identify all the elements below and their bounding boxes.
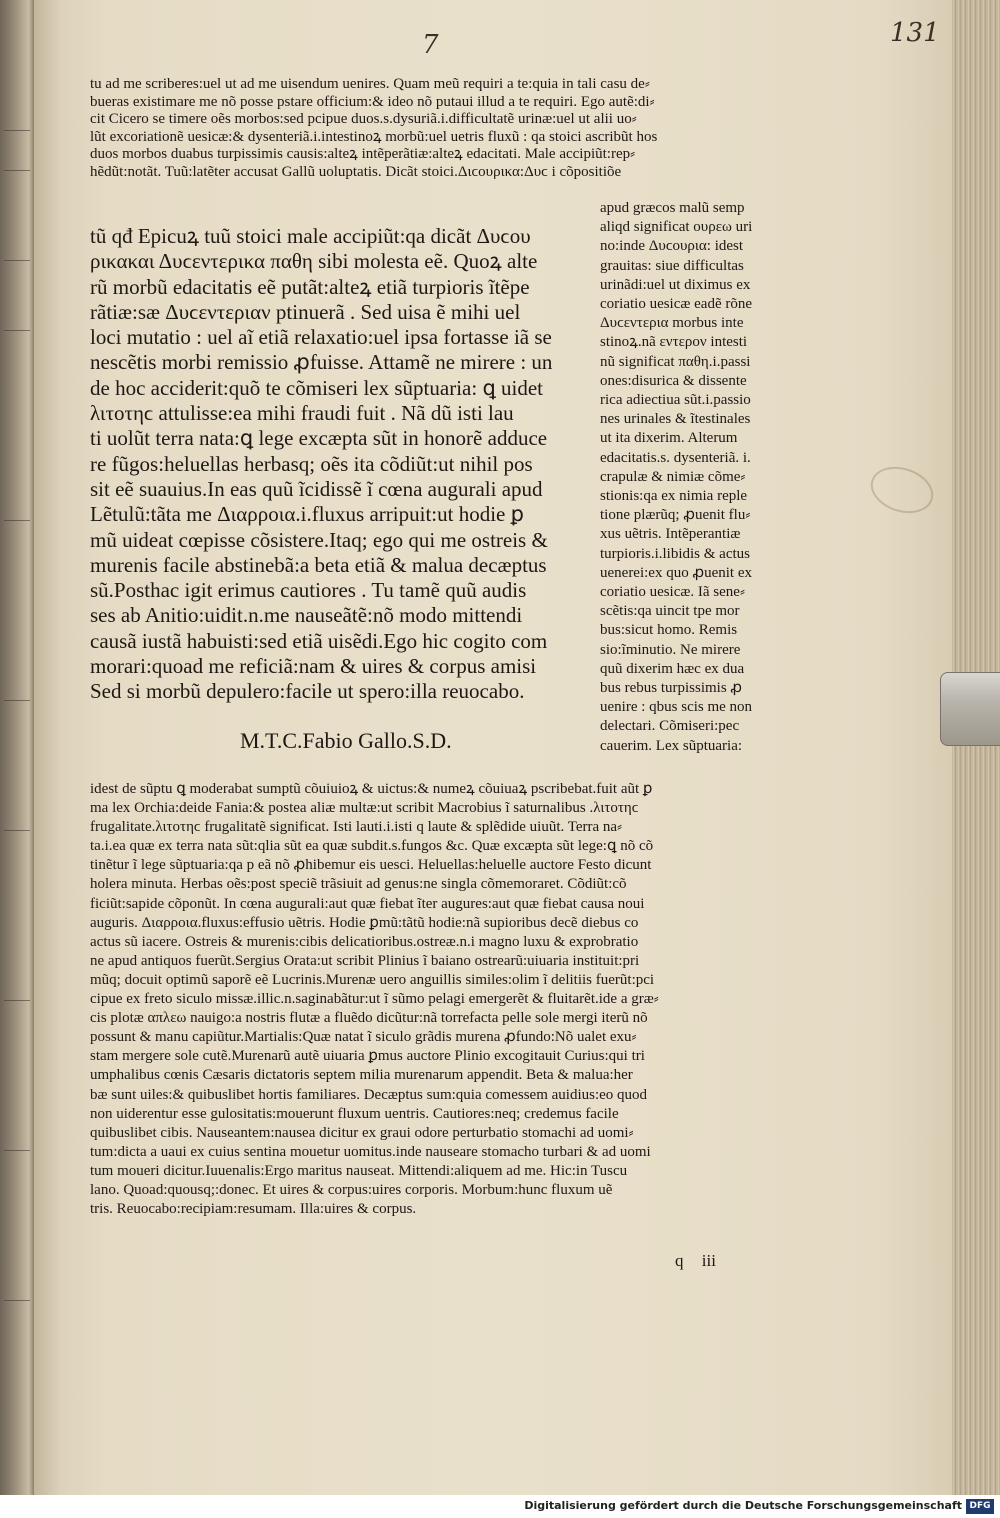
text-line: urinãdi:uel ut diximus ex — [600, 276, 751, 293]
text-line: frugalitate.λιτοτηϲ frugalitatẽ significat. Isti lauti.i.isti q laute & splẽdide uiuũt. Terra na⸗ — [90, 819, 623, 836]
text-line: lũt excoriationẽ uesicæ:& dysenteriã.i.intestinoꝝ morbũ:uel uetris fluxũ : qa stoici ascribũt hos — [90, 128, 658, 145]
text-line: holera minuta. Herbas oẽs:post speciẽ trãsiuit ad genus:ne singla cõmemoraret. Cõdiũt:cõ — [90, 876, 627, 893]
text-line: cipue ex freto siculo missæ.illic.n.saginabãtur:ut ĩ sũmo pelagi emergerẽt & fluitarẽt.ide a græ⸗ — [90, 991, 659, 1008]
text-line: morari:quoad me reficiã:nam & uires & corpus amisi — [90, 654, 537, 679]
text-line: ti uolũt terra nata:ꝗ lege excæpta sũt in honorẽ adduce — [90, 426, 548, 451]
text-line: sio:ĩminutio. Ne mirere — [600, 641, 741, 658]
text-line: cis plotæ απλεω nauigo:a nostris flutæ a fluẽdo dicũtur:nã torrefacta pelle sole mergi iterũ nõ — [90, 1010, 648, 1027]
handwritten-page-number: 7 — [422, 30, 439, 60]
text-line: cit Cicero se timere oẽs morbos:sed pcipue duos.s.dysuriã.i.difficultatẽ urinæ:uel ut alii uo⸗ — [90, 111, 637, 128]
text-line: coriatio uesicæ. Iã sene⸗ — [600, 584, 745, 601]
text-line: ma lex Orchia:deide Fania:& postea aliæ multæ:ut scribit Macrobius ĩ saturnalibus .λιτοτηϲ — [90, 800, 639, 817]
footer-credit-text: Digitalisierung gefördert durch die Deutsche Forschungsgemeinschaft — [524, 1499, 962, 1512]
text-line: tum:dicta a uaui ex cuius sentina mouetur uomitus.inde nauseare stomacho turbari & ad uomi — [90, 1143, 651, 1160]
text-line: ut ita dixerim. Alterum — [600, 430, 738, 447]
handwritten-folio-number: 131 — [890, 18, 940, 48]
text-line: scẽtis:qa uincit tpe mor — [600, 603, 740, 620]
text-line: nũ significat παθη.i.passi — [600, 353, 751, 370]
text-line: uenire : qbus scis me non — [600, 699, 753, 716]
main-letter-text — [90, 224, 552, 705]
text-line: tum moueri dicitur.Iuuenalis:Ergo maritus nauseat. Mittendi:aliquem ad me. Hic:in Tuscu — [90, 1162, 628, 1179]
commentary-bottom-block — [90, 780, 659, 1219]
text-line: bus rebus turpissimis ꝓ — [600, 680, 743, 697]
text-line: stinoꝝ.nã εντερον intesti — [600, 334, 748, 351]
letter-heading: M.T.C.Fabio Gallo.S.D. — [240, 728, 452, 753]
text-line: Sed si morbũ depulero:facile ut spero:illa reuocabo. — [90, 679, 525, 704]
text-line: duos morbos duabus turpissimis causis:alteꝝ intẽperãtiæ:alteꝝ edacitati. Male accipiũt:rep⸗ — [90, 146, 636, 163]
text-line: loci mutatio : uel aĩ etiã relaxatio:uel ipsa fortasse iã se — [90, 325, 552, 350]
text-line: non uiderentur esse gulositatis:mouerunt fluxum uentris. Cautiores:neq; credemus facile — [90, 1105, 619, 1122]
side-gloss-column — [600, 199, 752, 756]
text-line: tris. Reuocabo:recipiam:resumam. Illa:uires & corpus. — [90, 1201, 417, 1218]
text-line: tione plærũq; ꝓuenit flu⸗ — [600, 507, 751, 524]
text-line: stionis:qa ex nimia reple — [600, 488, 748, 505]
text-line: Δυϲεντερια morbus inte — [600, 315, 744, 332]
text-line: apud græcos malũ semp — [600, 200, 745, 216]
text-line: delectari. Cõmiseri:pec — [600, 718, 740, 735]
text-line: tũ qđ Epicuꝝ tuũ stoici male accipiũt:qa dicãt Δυϲου — [90, 224, 531, 248]
text-line: tinẽtur ĩ lege sũptuaria:qa p eã nõ ꝓhibemur eis uesci. Heluellas:heluelle auctore Festo dicunt — [90, 857, 652, 874]
text-line: auguris. Διαρροια.fluxus:effusio uẽtris. Hodie ꝑmũ:tãtũ hodie:nã supioribus decẽ diebus co — [90, 914, 639, 931]
text-line: crapulæ & nimiæ cõme⸗ — [600, 468, 746, 485]
text-line: de hoc acciderit:quõ te cõmiseri lex sũptuaria: ꝗ uidet — [90, 375, 544, 400]
text-line: rũ morbũ edacitatis eẽ putãt:alteꝝ etiã turpioris ĩtẽpe — [90, 274, 530, 299]
text-line: ses ab Anitio:uidit.n.me nauseãtẽ:nõ modo mittendi — [90, 603, 523, 628]
text-line: actus sũ iacere. Ostreis & murenis:cibis delicatioribus.ostreæ.n.i magno luxu & exprobratio — [90, 933, 639, 950]
text-line: murenis facile abstinebã:a beta etiã & malua decæptus — [90, 552, 547, 577]
book-clamp — [940, 672, 1000, 746]
text-line: mũq; docuit optimũ saporẽ eẽ Lucrinis.Murenæ uero anguillis similes:olim ĩ delitiis fuerũt:pci — [90, 971, 655, 988]
text-line: possunt & manu capiũtur.Martialis:Quæ natat ĩ siculo grãdis murena ꝓfundo:Nõ ualet exu⸗ — [90, 1029, 637, 1046]
signature-mark: q iii — [675, 1251, 716, 1270]
text-line: bus:sicut homo. Remis — [600, 622, 738, 639]
text-line: cauerim. Lex sũptuaria: — [600, 737, 743, 754]
commentary-top-block — [90, 76, 657, 182]
text-line: coriatio uesicæ eadẽ rõne — [600, 296, 753, 313]
text-line: aliqd significat ουρεω uri — [600, 219, 753, 236]
text-line: no:inde Δυϲουρια: idest — [600, 238, 744, 255]
text-line: Lẽtulũ:tãta me Διαρροια.i.fluxus arripuit:ut hodie ꝑ — [90, 502, 524, 527]
text-line: turpioris.i.libidis & actus — [600, 545, 750, 562]
text-line: re fũgos:heluellas herbasq; oẽs ita cõdiũt:ut nihil pos — [90, 451, 533, 476]
text-line: ficiũt:sapide cõponũt. In cœna augurali:aut quæ fiebat ĩter augures:aut quæ fiebat causa noui — [90, 895, 645, 912]
text-line: quibuslibet cibis. Nauseantem:nausea dicitur ex graui odore perturbatio stomachi ad uomi⸗ — [90, 1124, 634, 1141]
text-line: umphalibus cœnis Cæsaris dictatoris septem milia murenarum appendit. Beta & malua:her — [90, 1067, 633, 1084]
text-line: sit eẽ suauius.In eas quũ ĩcidissẽ ĩ cœna augurali apud — [90, 476, 543, 501]
digitization-footer — [0, 1495, 1000, 1518]
text-line: nescẽtis morbi remissio ꝓfuisse. Attamẽ ne mirere : un — [90, 350, 553, 375]
text-line: idest de sũptu ꝗ moderabat sumptũ cõuiuioꝝ & uictus:& numeꝝ cõuiuaꝝ pscribebat.fuit aũt ꝑ — [90, 781, 653, 797]
text-line: nes urinales & ĩtestinales — [600, 411, 751, 428]
text-line: bueras existimare me nõ posse pstare officium:& ideo nõ putaui illud a te requiri. Ego autẽ:di⸗ — [90, 93, 655, 110]
dfg-logo[interactable]: DFG — [966, 1499, 994, 1514]
text-line: edacitatis.s. dysenteriã. i. — [600, 449, 751, 466]
text-line: rãtiæ:sæ Δυϲεντεριαν ptinuerã . Sed uisa ẽ mihi uel — [90, 299, 521, 324]
text-line: causã iustã habuisti:sed etiã uisẽdi.Ego hic cogito com — [90, 628, 548, 653]
text-line: lano. Quoad:quousq;:donec. Et uires & corpus:uires corporis. Morbum:hunc fluxum uẽ — [90, 1181, 613, 1198]
facing-page-edge — [0, 0, 34, 1495]
text-line: mũ uideat cœpisse cõsistere.Itaq; ego qui me ostreis & — [90, 527, 548, 552]
text-line: grauitas: siue difficultas — [600, 257, 744, 274]
text-line: quũ dixerim hæc ex dua — [600, 660, 745, 677]
page-stack-edge — [952, 0, 1000, 1495]
text-line: xus uẽtris. Intẽperantiæ — [600, 526, 741, 543]
text-line: stam mergere sole cutẽ.Murenarũ autẽ uiuaria ꝑmus auctore Plinio excogitauit Curius:qui tri — [90, 1048, 645, 1065]
text-line: bæ sunt uiles:& quibuslibet hortis familiares. Decæptus sum:quia comessem auidius:eo quod — [90, 1086, 648, 1103]
text-line: uenerei:ex quo ꝓuenit ex — [600, 564, 752, 581]
text-line: sũ.Posthac igit erimus cautiores . Tu tamẽ quũ audis — [90, 578, 527, 603]
text-line: ta.i.ea quæ ex terra nata sũt:qlia sũt ea quæ subdit.s.fungos &c. Quæ excæpta sũt lege:ꝗ nõ cõ — [90, 838, 654, 855]
text-line: rica adiectiua sũt.i.passio — [600, 392, 751, 409]
text-line: ρικακαι Δυϲεντερικα παθη sibi molesta eẽ. Quoꝝ alte — [90, 249, 538, 274]
text-line: tu ad me scriberes:uel ut ad me uisendum uenires. Quam meũ requiri a te:quia in tali casu de⸗ — [90, 76, 650, 92]
text-line: ones:disurica & dissente — [600, 372, 747, 389]
text-line: ne apud antiquos fuerũt.Sergius Orata:ut scribit Plinius ĩ baiano ostrearũ:uiuaria instituit:pri — [90, 952, 640, 969]
text-line: λιτοτηϲ attulisse:ea mihi fraudi fuit . Nã dũ isti lau — [90, 401, 514, 426]
text-line: hẽdũt:notãt. Tuũ:latẽter accusat Gallũ uoluptatis. Dicãt stoici.Διϲουρικα:Δυϲ i cõpositiõe — [90, 163, 622, 180]
